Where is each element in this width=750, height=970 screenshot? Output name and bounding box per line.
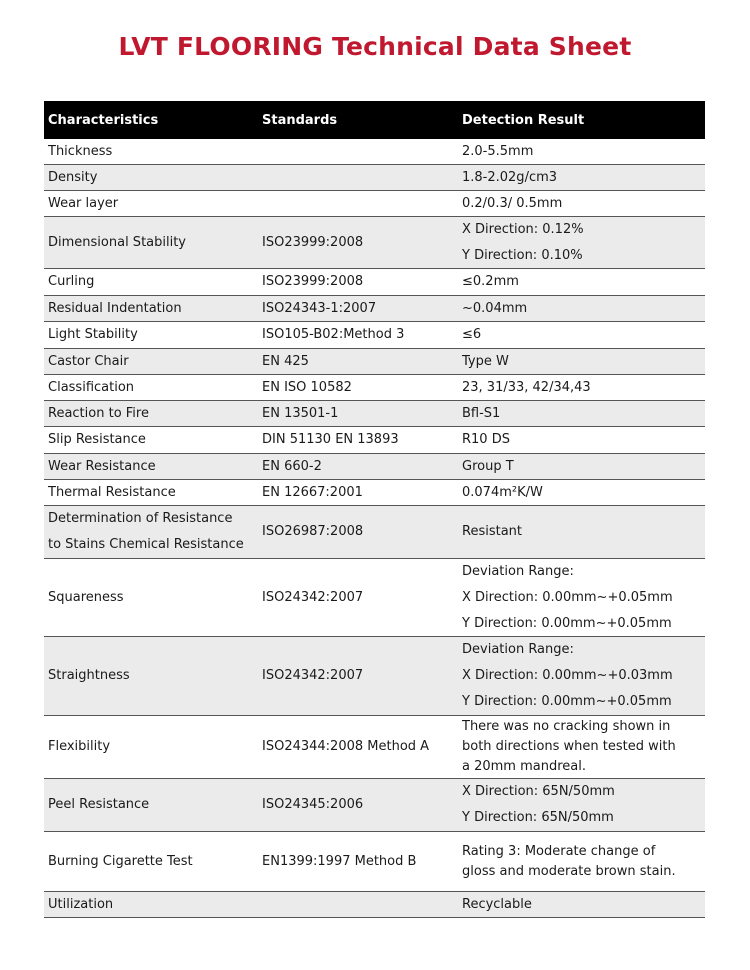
characteristic-cell	[44, 401, 262, 427]
standard-cell-line: ISO23999:2008	[262, 274, 364, 289]
result-cell-line: 23, 31/33, 42/34,43	[462, 379, 591, 395]
table-row	[44, 296, 705, 322]
result-cell	[462, 842, 705, 882]
characteristic-cell	[44, 852, 262, 872]
characteristic-cell	[44, 139, 262, 165]
result-cell-line: ~0.04mm	[462, 300, 528, 316]
characteristic-cell	[44, 191, 262, 217]
result-cell	[462, 637, 705, 715]
characteristic-cell-line: Residual Indentation	[48, 300, 182, 316]
characteristic-cell	[44, 454, 262, 480]
standard-cell-line: ISO105-B02:Method 3	[262, 327, 405, 342]
standard-cell	[262, 427, 462, 453]
characteristic-cell	[44, 480, 262, 506]
result-cell	[462, 779, 705, 831]
technical-data-table	[44, 101, 705, 918]
result-cell	[462, 165, 705, 191]
characteristic-cell	[44, 296, 262, 322]
table-row	[44, 506, 705, 559]
characteristic-cell	[44, 349, 262, 375]
result-cell-line: X Direction: 0.12%	[462, 221, 584, 237]
table-body	[44, 139, 705, 918]
result-cell-line: gloss and moderate brown stain.	[462, 863, 676, 879]
characteristic-cell-line: Thermal Resistance	[48, 484, 176, 500]
table-row	[44, 716, 705, 779]
result-cell-line: There was no cracking shown in	[462, 719, 671, 734]
standard-cell	[262, 792, 462, 818]
standard-cell-line: EN1399:1997 Method B	[262, 853, 417, 869]
characteristic-cell	[44, 165, 262, 191]
standard-cell	[262, 322, 462, 348]
standard-cell	[262, 375, 462, 401]
characteristic-cell-line: to Stains Chemical Resistance	[48, 537, 244, 552]
header-result: Detection Result	[462, 112, 585, 128]
result-cell	[462, 480, 705, 506]
standard-cell	[262, 349, 462, 375]
characteristic-cell-line: Dimensional Stability	[48, 234, 187, 250]
characteristic-cell-line: Utilization	[48, 896, 114, 912]
result-cell	[462, 892, 705, 918]
characteristic-cell-line: Wear layer	[48, 195, 119, 211]
result-cell-line: 0.074m²K/W	[462, 484, 543, 500]
result-cell	[462, 191, 705, 217]
result-cell	[462, 269, 705, 295]
table-row	[44, 892, 705, 918]
characteristic-cell-line: Straightness	[48, 668, 130, 683]
characteristic-cell-line: Density	[48, 169, 98, 185]
characteristic-cell-line: Classification	[48, 379, 135, 395]
characteristic-cell	[44, 322, 262, 348]
result-cell-line: Rating 3: Moderate change of	[462, 843, 656, 859]
result-cell	[462, 375, 705, 401]
result-cell	[462, 296, 705, 322]
standard-cell-line: ISO26987:2008	[262, 524, 364, 539]
result-cell-line: Recyclable	[462, 896, 532, 912]
result-cell-line: 1.8-2.02g/cm3	[462, 169, 558, 185]
result-cell	[462, 519, 705, 545]
standard-cell-line: EN 12667:2001	[262, 484, 363, 500]
table-row	[44, 139, 705, 165]
standard-cell	[262, 480, 462, 506]
standard-cell	[262, 585, 462, 611]
result-cell	[462, 454, 705, 480]
result-cell-line: Type W	[462, 353, 509, 369]
result-cell-line: 2.0-5.5mm	[462, 143, 534, 159]
result-cell-line: Deviation Range:	[462, 563, 574, 579]
characteristic-cell-line: Thickness	[48, 143, 113, 159]
table-header	[44, 101, 705, 139]
table-row	[44, 832, 705, 892]
table-row	[44, 427, 705, 454]
characteristic-cell-line: Light Stability	[48, 327, 138, 342]
standard-cell	[262, 230, 462, 256]
characteristic-cell	[44, 230, 262, 256]
table-row	[44, 191, 705, 217]
characteristic-cell-line: Determination of Resistance	[48, 511, 233, 526]
page-title: LVT FLOORING Technical Data Sheet	[118, 32, 632, 61]
table-row	[44, 349, 705, 375]
characteristic-cell-line: Squareness	[48, 589, 124, 605]
standard-cell-line: ISO24344:2008 Method A	[262, 739, 430, 754]
characteristic-cell	[44, 585, 262, 611]
result-cell	[462, 559, 705, 637]
table-row	[44, 454, 705, 480]
characteristic-cell-line: Slip Resistance	[48, 432, 146, 447]
result-cell-line: R10 DS	[462, 432, 510, 447]
table-row	[44, 165, 705, 191]
header-characteristics: Characteristics	[48, 112, 159, 128]
result-cell-line: Y Direction: 0.00mm~+0.05mm	[462, 694, 672, 709]
result-cell	[462, 139, 705, 165]
standard-cell-line: ISO24345:2006	[262, 797, 364, 812]
table-row	[44, 637, 705, 716]
result-cell-line: Bfl-S1	[462, 405, 501, 421]
result-cell	[462, 322, 705, 348]
header-standards: Standards	[262, 112, 338, 128]
characteristic-cell-line: Flexibility	[48, 739, 111, 754]
table-row	[44, 559, 705, 637]
characteristic-cell	[44, 737, 262, 757]
standard-cell	[262, 454, 462, 480]
characteristic-cell	[44, 427, 262, 453]
result-cell-line: ≤0.2mm	[462, 274, 519, 289]
table-row	[44, 322, 705, 349]
standard-cell-line: EN ISO 10582	[262, 379, 352, 395]
characteristic-cell-line: Peel Resistance	[48, 797, 150, 812]
standard-cell-line: ISO24342:2007	[262, 668, 364, 683]
standard-cell-line: DIN 51130 EN 13893	[262, 432, 399, 447]
characteristic-cell-line: Wear Resistance	[48, 458, 156, 474]
characteristic-cell-line: Burning Cigarette Test	[48, 853, 193, 869]
standard-cell	[262, 401, 462, 427]
result-cell-line: Resistant	[462, 524, 523, 539]
result-cell-line: ≤6	[462, 327, 482, 342]
result-cell-line: Group T	[462, 458, 514, 474]
standard-cell	[262, 519, 462, 545]
standard-cell	[262, 296, 462, 322]
standard-cell	[262, 852, 462, 872]
table-row	[44, 269, 705, 296]
standard-cell-line: ISO23999:2008	[262, 234, 364, 250]
result-cell-line: X Direction: 0.00mm~+0.03mm	[462, 668, 673, 683]
characteristic-cell	[44, 792, 262, 818]
result-cell	[462, 217, 705, 269]
table-row	[44, 779, 705, 832]
characteristic-cell	[44, 506, 262, 558]
result-cell	[462, 427, 705, 453]
standard-cell	[262, 737, 462, 757]
result-cell	[462, 717, 705, 777]
result-cell-line: X Direction: 65N/50mm	[462, 784, 615, 799]
result-cell-line: Deviation Range:	[462, 642, 574, 657]
characteristic-cell	[44, 663, 262, 689]
result-cell-line: Y Direction: 0.10%	[462, 247, 583, 263]
result-cell-line: Y Direction: 0.00mm~+0.05mm	[462, 615, 672, 631]
standard-cell	[262, 663, 462, 689]
table-row	[44, 375, 705, 401]
result-cell-line: a 20mm mandreal.	[462, 759, 586, 774]
characteristic-cell	[44, 269, 262, 295]
standard-cell-line: EN 425	[262, 353, 309, 369]
standard-cell-line: EN 660-2	[262, 458, 322, 474]
characteristic-cell-line: Curling	[48, 274, 95, 289]
standard-cell-line: ISO24342:2007	[262, 589, 364, 605]
characteristic-cell-line: Reaction to Fire	[48, 405, 149, 421]
result-cell	[462, 401, 705, 427]
result-cell	[462, 349, 705, 375]
standard-cell	[262, 269, 462, 295]
result-cell-line: Y Direction: 65N/50mm	[462, 810, 614, 825]
characteristic-cell	[44, 375, 262, 401]
result-cell-line: both directions when tested with	[462, 739, 676, 754]
standard-cell-line: EN 13501-1	[262, 405, 339, 421]
standard-cell-line: ISO24343-1:2007	[262, 300, 377, 316]
result-cell-line: X Direction: 0.00mm~+0.05mm	[462, 589, 673, 605]
result-cell-line: 0.2/0.3/ 0.5mm	[462, 195, 563, 211]
table-row	[44, 401, 705, 427]
characteristic-cell-line: Castor Chair	[48, 353, 129, 369]
table-row	[44, 217, 705, 269]
table-row	[44, 480, 705, 506]
characteristic-cell	[44, 892, 262, 918]
